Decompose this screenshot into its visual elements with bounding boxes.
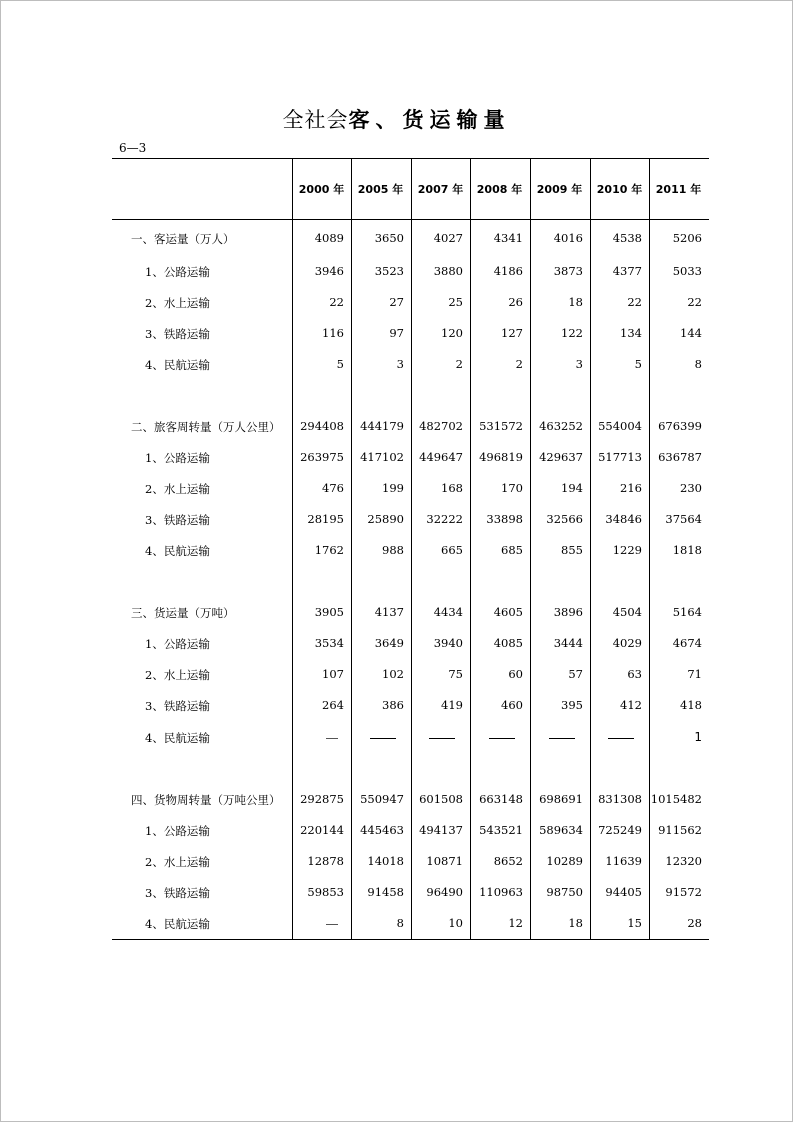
row-label: 3、铁路运输 [145, 699, 210, 713]
table-cell: 194 [561, 481, 583, 495]
table-cell: 15 [627, 916, 642, 930]
table-cell: 1015482 [650, 792, 702, 806]
column-header: 2005 年 [357, 183, 404, 196]
table-cell: 4027 [433, 231, 463, 245]
table-cell: 59853 [307, 885, 344, 899]
table-cell: 8 [396, 916, 404, 930]
table-cell [370, 730, 404, 744]
table-cell [489, 730, 523, 744]
table-row [0, 231, 793, 247]
table-cell: 685 [501, 543, 523, 557]
table-cell: 4341 [493, 231, 523, 245]
table-row [0, 481, 793, 497]
table-cell: 531572 [479, 419, 523, 433]
table-cell: 97 [389, 326, 404, 340]
table-cell: 168 [441, 481, 463, 495]
row-label: 3、铁路运输 [145, 513, 210, 527]
table-cell: 601508 [419, 792, 463, 806]
table-cell: 91572 [665, 885, 702, 899]
table-cell: 120 [441, 326, 463, 340]
table-cell: 12 [508, 916, 523, 930]
table-cell: 3444 [553, 636, 583, 650]
row-label: 1、公路运输 [145, 637, 210, 651]
row-label: 1、公路运输 [145, 824, 210, 838]
page-title [0, 104, 793, 134]
table-cell: 3946 [314, 264, 344, 278]
table-cell [322, 730, 344, 744]
table-cell: 263975 [300, 450, 344, 464]
table-cell: 4504 [612, 605, 642, 619]
table-cell: 395 [561, 698, 583, 712]
table-cell: 725249 [598, 823, 642, 837]
table-row [0, 295, 793, 311]
table-cell: 22 [627, 295, 642, 309]
table-cell: 855 [561, 543, 583, 557]
row-label: 2、水上运输 [145, 296, 210, 310]
table-cell: 386 [382, 698, 404, 712]
table-cell: 264 [322, 698, 344, 712]
table-cell: 18 [568, 295, 583, 309]
table-cell: 28195 [307, 512, 344, 526]
table-cell: 676399 [658, 419, 702, 433]
table-cell: 32566 [546, 512, 583, 526]
table-cell: 543521 [479, 823, 523, 837]
table-cell: 419 [441, 698, 463, 712]
table-cell: 5 [634, 357, 642, 371]
row-label: 3、铁路运输 [145, 327, 210, 341]
table-row [0, 357, 793, 373]
table-cell: 4186 [493, 264, 523, 278]
table-cell: 4377 [612, 264, 642, 278]
table-cell: 496819 [479, 450, 523, 464]
table-cell: 517713 [598, 450, 642, 464]
table-cell: 3523 [374, 264, 404, 278]
table-row [0, 885, 793, 901]
table-cell: 57 [568, 667, 583, 681]
table-row [0, 698, 793, 714]
row-label: 3、铁路运输 [145, 886, 210, 900]
table-cell: 554004 [598, 419, 642, 433]
table-cell: 12320 [665, 854, 702, 868]
table-cell: 122 [561, 326, 583, 340]
table-cell: 10871 [426, 854, 463, 868]
table-cell: 94405 [605, 885, 642, 899]
table-cell: 98750 [546, 885, 583, 899]
table-cell: 28 [687, 916, 702, 930]
table-cell: 91458 [367, 885, 404, 899]
table-cell: 4089 [314, 231, 344, 245]
table-cell: 3 [575, 357, 583, 371]
table-cell: 25890 [367, 512, 404, 526]
table-number: 6—3 [119, 141, 147, 155]
table-cell: 5164 [672, 605, 702, 619]
table-cell: 292875 [300, 792, 344, 806]
table-cell: 107 [322, 667, 344, 681]
table-cell: 32222 [426, 512, 463, 526]
column-header: 2008 年 [476, 183, 523, 196]
table-bottom-rule [112, 939, 709, 940]
table-cell: 831308 [598, 792, 642, 806]
table-cell: 2 [455, 357, 463, 371]
table-cell: 110963 [479, 885, 523, 899]
table-cell: 5206 [672, 231, 702, 245]
table-row [0, 730, 793, 746]
column-header: 2009 年 [536, 183, 583, 196]
table-cell: 60 [508, 667, 523, 681]
table-cell: 11639 [605, 854, 642, 868]
table-cell: 4085 [493, 636, 523, 650]
table-cell: 71 [687, 667, 702, 681]
table-cell: 14018 [367, 854, 404, 868]
table-cell: 460 [501, 698, 523, 712]
row-label: 1、公路运输 [145, 451, 210, 465]
table-cell: 134 [620, 326, 642, 340]
row-label: 4、民航运输 [145, 731, 210, 745]
table-cell: 116 [322, 326, 344, 340]
table-cell: 2 [515, 357, 523, 371]
table-cell: 476 [322, 481, 344, 495]
table-cell: 26 [508, 295, 523, 309]
table-row [0, 512, 793, 528]
table-row [0, 792, 793, 808]
table-cell: 1229 [612, 543, 642, 557]
table-cell: 216 [620, 481, 642, 495]
table-cell: 4029 [612, 636, 642, 650]
table-cell: 127 [501, 326, 523, 340]
table-cell: 3534 [314, 636, 344, 650]
table-cell: 417102 [360, 450, 404, 464]
table-cell: 4674 [672, 636, 702, 650]
table-row [0, 916, 793, 932]
table-cell: 3873 [553, 264, 583, 278]
table-cell: 445463 [360, 823, 404, 837]
table-cell: 8652 [493, 854, 523, 868]
table-cell: 449647 [419, 450, 463, 464]
table-cell: 18 [568, 916, 583, 930]
table-cell: 698691 [539, 792, 583, 806]
table-cell: 199 [382, 481, 404, 495]
table-cell: 37564 [665, 512, 702, 526]
table-cell: 34846 [605, 512, 642, 526]
title-part-2: 客、货运输量 [348, 108, 511, 132]
table-cell: 463252 [539, 419, 583, 433]
row-label: 2、水上运输 [145, 482, 210, 496]
table-row [0, 636, 793, 652]
row-label: 2、水上运输 [145, 855, 210, 869]
table-cell: 494137 [419, 823, 463, 837]
row-label: 4、民航运输 [145, 544, 210, 558]
table-cell: 75 [448, 667, 463, 681]
table-cell: 444179 [360, 419, 404, 433]
table-cell: 230 [680, 481, 702, 495]
column-header: 2011 年 [655, 183, 702, 196]
table-cell: 418 [680, 698, 702, 712]
table-cell: 4016 [553, 231, 583, 245]
row-label: 1、公路运输 [145, 265, 210, 279]
table-cell: 170 [501, 481, 523, 495]
row-label: 4、民航运输 [145, 917, 210, 931]
column-header: 2007 年 [417, 183, 464, 196]
table-cell: 3905 [314, 605, 344, 619]
table-cell: 1818 [672, 543, 702, 557]
table-row [0, 823, 793, 839]
table-cell: 1 [694, 730, 702, 744]
table-cell: 294408 [300, 419, 344, 433]
row-label: 一、客运量（万人） [131, 232, 235, 246]
table-cell: 3649 [374, 636, 404, 650]
table-cell: 8 [694, 357, 702, 371]
table-row [0, 264, 793, 280]
table-cell: 5033 [672, 264, 702, 278]
column-header: 2010 年 [596, 183, 643, 196]
row-label: 2、水上运输 [145, 668, 210, 682]
table-row [0, 326, 793, 342]
table-cell: 4434 [433, 605, 463, 619]
table-cell: 220144 [300, 823, 344, 837]
row-label: 四、货物周转量（万吨公里） [131, 793, 281, 807]
table-cell [549, 730, 583, 744]
table-cell: 3880 [433, 264, 463, 278]
table-row [0, 667, 793, 683]
table-cell: 3650 [374, 231, 404, 245]
table-cell: 63 [627, 667, 642, 681]
table-cell: 482702 [419, 419, 463, 433]
table-cell: 22 [687, 295, 702, 309]
table-cell: 429637 [539, 450, 583, 464]
table-cell: 3 [396, 357, 404, 371]
table-cell: 102 [382, 667, 404, 681]
table-cell [322, 916, 344, 930]
row-label: 二、旅客周转量（万人公里） [131, 420, 281, 434]
table-cell: 4538 [612, 231, 642, 245]
table-row [0, 543, 793, 559]
table-cell: 663148 [479, 792, 523, 806]
table-cell: 4137 [374, 605, 404, 619]
table-cell: 988 [382, 543, 404, 557]
row-label: 三、货运量（万吨） [131, 606, 235, 620]
row-label: 4、民航运输 [145, 358, 210, 372]
table-row [0, 419, 793, 435]
table-cell: 33898 [486, 512, 523, 526]
table-cell: 27 [389, 295, 404, 309]
table-cell [429, 730, 463, 744]
table-cell: 3896 [553, 605, 583, 619]
table-cell: 665 [441, 543, 463, 557]
table-cell: 4605 [493, 605, 523, 619]
table-cell: 96490 [426, 885, 463, 899]
table-cell: 10 [448, 916, 463, 930]
column-header: 2000 年 [298, 183, 345, 196]
table-cell: 589634 [539, 823, 583, 837]
table-cell [608, 730, 642, 744]
table-cell: 550947 [360, 792, 404, 806]
table-row [0, 854, 793, 870]
table-row [0, 605, 793, 621]
table-cell: 12878 [307, 854, 344, 868]
table-cell: 1762 [314, 543, 344, 557]
table-cell: 22 [329, 295, 344, 309]
table-cell: 5 [336, 357, 344, 371]
table-cell: 3940 [433, 636, 463, 650]
table-cell: 636787 [658, 450, 702, 464]
table-row [0, 450, 793, 466]
table-cell: 412 [620, 698, 642, 712]
table-cell: 144 [680, 326, 702, 340]
table-cell: 10289 [546, 854, 583, 868]
table-cell: 911562 [658, 823, 702, 837]
table-cell: 25 [448, 295, 463, 309]
title-part-1: 全社会 [282, 108, 349, 132]
